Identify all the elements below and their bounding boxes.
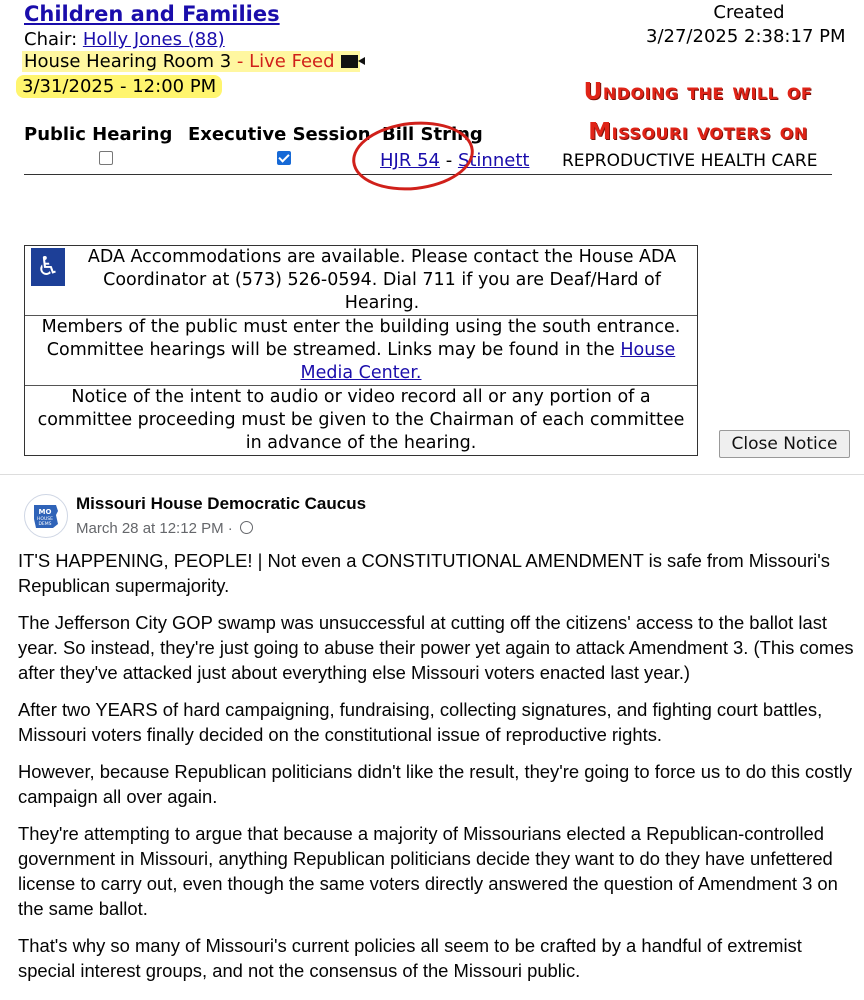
committee-link[interactable]: Children and Families bbox=[24, 2, 280, 26]
hearing-date: 3/31/2025 - 12:00 PM bbox=[16, 75, 222, 98]
chair-name-link[interactable]: Holly Jones (88) bbox=[82, 29, 225, 50]
media-center-link[interactable]: House Media Center. bbox=[300, 340, 676, 383]
created-label: Created bbox=[713, 2, 785, 23]
post-paragraph: However, because Republican politicians didn't like the result, they're going to force us to do this costly campaign all over again. bbox=[18, 761, 853, 807]
created-date: 3/27/2025 2:38:17 PM bbox=[646, 26, 846, 47]
overlay-headline bbox=[562, 72, 834, 152]
meta-separator: · bbox=[223, 520, 237, 537]
column-executive-session: Executive Session bbox=[188, 124, 371, 145]
post-paragraph: They're attempting to argue that because a majority of Missourians elected a Republican-controlled government in Missouri, anything Republican politicians decide they want to do they have unfettered license to carry out, even though the same voters directly answered the question of Amendment 3 on the same ballot. bbox=[18, 823, 838, 919]
post-author-link[interactable]: Missouri House Democratic Caucus bbox=[76, 494, 367, 513]
headline-line-2: Missouri voters on bbox=[588, 119, 808, 145]
notice-table bbox=[24, 245, 698, 456]
record-row: Notice of the intent to audio or video record all or any portion of a committee proceeding must be given to the Chairman of each committee in advance of the hearing. bbox=[37, 387, 685, 453]
live-feed-link[interactable]: Live Feed bbox=[249, 51, 335, 72]
public-hearing-checkbox[interactable] bbox=[99, 151, 113, 165]
svg-text:HOUSE: HOUSE bbox=[37, 517, 53, 522]
avatar[interactable] bbox=[24, 494, 68, 538]
ada-text: ADA Accommodations are available. Please contact the House ADA Coordinator at (573) 526-0594. Dial 711 if you are Deaf/Hard of Hearing. bbox=[87, 247, 677, 313]
post-separator bbox=[0, 474, 864, 475]
bill-topic: REPRODUCTIVE HEALTH CARE bbox=[562, 151, 818, 171]
globe-icon bbox=[240, 521, 253, 534]
executive-session-checkbox[interactable] bbox=[277, 151, 291, 165]
entry-row bbox=[25, 316, 697, 386]
column-bill-string: Bill String bbox=[382, 124, 483, 145]
sponsor-link[interactable]: Stinnett bbox=[457, 150, 530, 171]
wheelchair-accessibility-icon: ♿ bbox=[31, 248, 65, 286]
post-paragraph: The Jefferson City GOP swamp was unsuccessful at cutting off the citizens' access to the ballot last year. So instead, they're just going to abuse their power yet again to attack Amendment 3. (This comes after they've attacked just about everything else Missouri voters enacted last year.) bbox=[18, 612, 854, 683]
room-name: House Hearing Room 3 bbox=[24, 51, 232, 72]
close-notice-button[interactable]: Close Notice bbox=[719, 430, 850, 458]
headline-line-1: Undoing the will of bbox=[583, 79, 813, 105]
bill-link[interactable]: HJR 54 bbox=[380, 150, 440, 171]
post-paragraph: After two YEARS of hard campaigning, fundraising, collecting signatures, and fighting court battles, Missouri voters finally decided on the constitutional issue of reproductive rights. bbox=[18, 699, 823, 745]
post-paragraph: IT'S HAPPENING, PEOPLE! | Not even a CONSTITUTIONAL AMENDMENT is safe from Missouri's Republican supermajority. bbox=[18, 550, 830, 596]
entry-text: Members of the public must enter the building using the south entrance. Committee hearings will be streamed. Links may be found in the bbox=[41, 317, 681, 360]
bill-separator: - bbox=[439, 150, 458, 171]
caucus-logo-icon bbox=[25, 495, 67, 537]
post-timestamp-link[interactable]: March 28 at 12:12 PM bbox=[76, 520, 224, 537]
chair-line bbox=[24, 29, 225, 50]
post-paragraph: That's why so many of Missouri's current policies all seem to be crafted by a handful of extremist special interest groups, and not the consensus of the Missouri public. bbox=[18, 935, 802, 981]
chair-label: Chair: bbox=[24, 29, 83, 50]
column-public-hearing: Public Hearing bbox=[24, 124, 173, 145]
svg-text:MO: MO bbox=[38, 508, 52, 516]
hearing-room bbox=[22, 51, 360, 72]
post-body bbox=[18, 548, 858, 995]
video-camera-icon[interactable] bbox=[341, 55, 358, 68]
svg-text:DEMS: DEMS bbox=[38, 522, 52, 527]
room-separator: - bbox=[231, 51, 250, 72]
post-meta bbox=[76, 520, 253, 537]
ada-row bbox=[25, 246, 697, 316]
